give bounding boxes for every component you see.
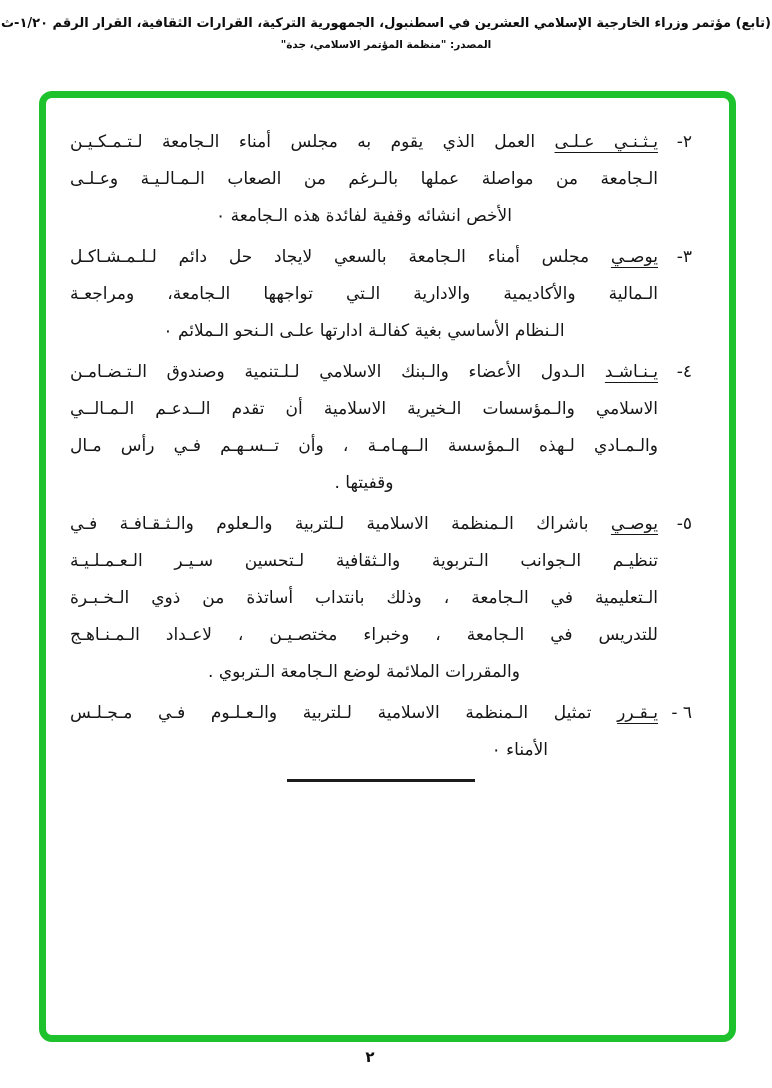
item-number: ٥- [676,514,692,534]
item-body [70,124,658,235]
item-line: تنظيـم الـجوانب الـتربوية والـثقافية لـتحسين سـيـر الـعـمـلـيـة [70,551,658,571]
item-line [70,124,658,161]
underlined-lead: يـثـنـي عـلـى [554,132,658,152]
item-line: الـمالية والأكاديمية والادارية الـتي تواجهها الـجامعة، ومراجعـة [70,284,658,304]
item-line: الأخص انشائه وقفية لفائدة هذه الـجامعة ٠ [216,206,512,226]
item-number: ٣- [676,247,692,267]
item-line: للتدريس في الـجامعة ، وخبراء مختصـيـن ، لاعـداد الـمـنـاهـج [70,625,658,645]
page-number: ٢ [365,1048,375,1066]
resolution-item-6 [70,695,692,769]
item-number: ٢- [676,132,692,152]
item-body [70,354,658,502]
line-rest: مجلس أمناء الـجامعة بالسعي لايجاد حل دائم لـلـمـشـاكـل [70,247,590,267]
item-line [70,695,658,732]
separator-line [287,779,475,782]
green-border-frame [39,91,736,1042]
resolution-item-3 [70,239,692,350]
header-title: (تابع) مؤتمر وزراء الخارجية الإسلامي العشرين في اسطنبول، الجمهورية التركية، القرارات الثقافية، القرار الرقم ١/٢٠-ث [0,16,772,31]
line-rest: باشراك الـمنظمة الاسلامية لـلتربية والـعلوم والـثـقـافـة فـي [70,514,589,534]
resolutions-list [70,124,692,782]
line-rest: تمثيل الـمنظمة الاسلامية لـلتربية والـعـلـوم فـي مـجـلـس [70,703,592,723]
line-rest: العمل الذي يقوم به مجلس أمناء الـجامعة لـتـمـكـيـن [70,132,536,152]
item-line: والـمـادي لـهذه الـمؤسسة الــهـامـة ، وأن تــسـهـم فـي رأس مـال [70,436,658,456]
resolution-item-4 [70,354,692,502]
header-source: المصدر: "منظمة المؤتمر الاسلامي، جدة" [280,39,492,51]
document-header [0,16,772,51]
item-line: الاسلامي والـمؤسسات الـخيرية الاسلامية أن تقدم الــدعـم الـمـالــي [70,399,658,419]
item-number: ٦ - [671,703,692,723]
resolution-item-5 [70,506,692,691]
item-line [70,239,658,276]
item-line: الـتعليمية في الـجامعة ، وذلك بانتداب أساتذة من ذوي الـخـبـرة [70,588,658,608]
resolution-item-2 [70,124,692,235]
item-body [70,695,658,769]
item-number: ٤- [676,362,692,382]
item-line: الأمناء ٠ [491,740,548,760]
line-rest: الـدول الأعضاء والـبنك الاسلامي لـلـتنمية وصندوق الـتـضـامـن [70,362,586,382]
item-line: والمقررات الملائمة لوضع الـجامعة الـتربوي . [208,662,520,682]
item-line: الـجامعة من مواصلة عملها بالـرغم من الصعاب الـمـالـيـة وعـلـى [70,169,658,189]
item-body [70,506,658,691]
item-body [70,239,658,350]
underlined-lead: يوصـي [610,247,658,267]
item-line: الـنظام الأساسي بغية كفالـة ادارتها علـى الـنحو الـملائم ٠ [163,321,565,341]
underlined-lead: يـقـرر [617,703,658,723]
item-line [70,354,658,391]
item-line: وقفيتها . [334,473,394,493]
underlined-lead: يوصـي [610,514,659,534]
item-line [70,506,658,543]
underlined-lead: يـنـاشـد [604,362,658,382]
